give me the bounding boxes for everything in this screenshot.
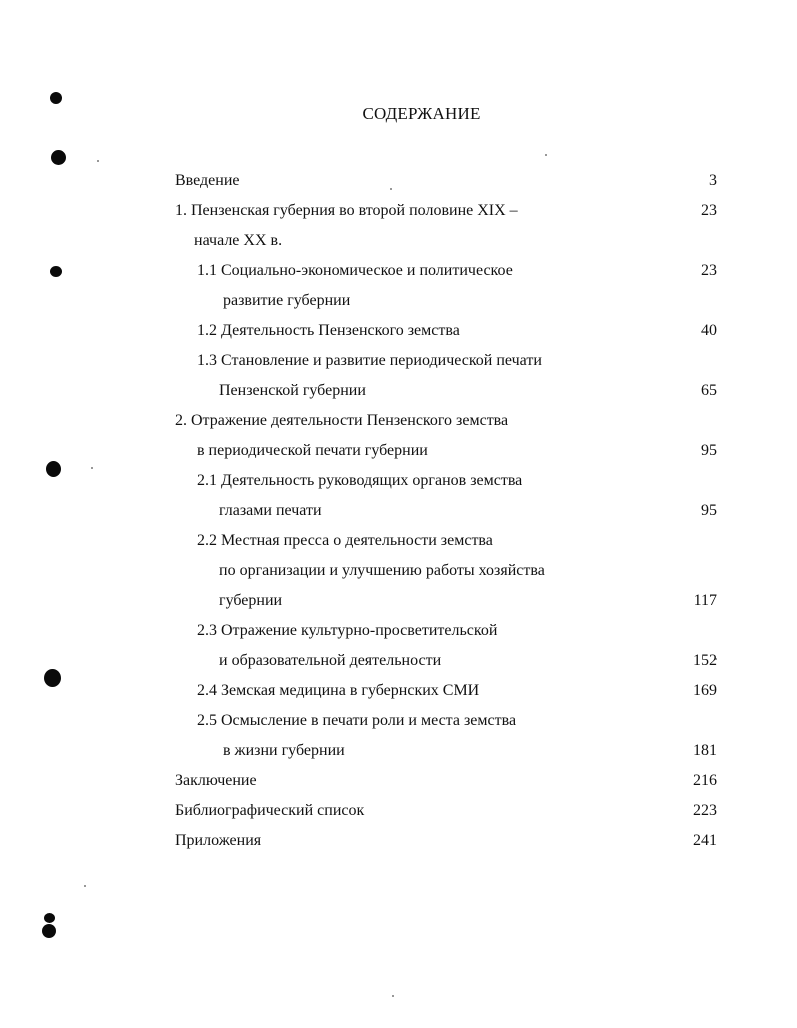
toc-line bbox=[175, 736, 717, 766]
toc-page-number: 3 bbox=[709, 172, 717, 189]
scan-speck bbox=[545, 154, 547, 156]
scan-speck bbox=[84, 885, 86, 887]
toc-line bbox=[175, 226, 717, 256]
scan-speck bbox=[91, 467, 93, 469]
toc-page-number: 23 bbox=[701, 262, 717, 279]
binder-hole-1 bbox=[50, 92, 62, 104]
toc-line bbox=[175, 676, 717, 706]
toc-entry-text: 2.2 Местная пресса о деятельности земства bbox=[197, 532, 493, 549]
toc-entry-text: глазами печати bbox=[219, 502, 322, 519]
toc-entry-text: начале XX в. bbox=[194, 232, 283, 249]
toc-page-number: 241 bbox=[693, 832, 717, 849]
toc-line bbox=[175, 616, 717, 646]
toc-entry-text: и образовательной деятельности bbox=[219, 652, 442, 669]
toc-entry-text: губернии bbox=[219, 592, 283, 609]
toc-page-number: 65 bbox=[701, 382, 717, 399]
toc-line bbox=[175, 766, 717, 796]
toc-line bbox=[175, 436, 717, 466]
toc-entry-text: 2.3 Отражение культурно-просветительской bbox=[197, 622, 498, 639]
toc-entry-text: 2.5 Осмысление в печати роли и места земства bbox=[197, 712, 517, 729]
toc-line bbox=[175, 256, 717, 286]
toc-page-number: 95 bbox=[701, 442, 717, 459]
binder-hole-5 bbox=[44, 669, 61, 687]
toc-line bbox=[175, 706, 717, 736]
toc-entry-text: Заключение bbox=[175, 772, 257, 789]
toc-line bbox=[175, 286, 717, 316]
toc-entry-text: 1. Пензенская губерния во второй половине XIX – bbox=[175, 202, 518, 219]
toc-line bbox=[175, 496, 717, 526]
toc-entry-text: Приложения bbox=[175, 832, 262, 849]
toc-line bbox=[175, 166, 717, 196]
scan-speck bbox=[97, 160, 99, 162]
toc-entry-text: Библиографический список bbox=[175, 802, 365, 819]
toc-line bbox=[175, 556, 717, 586]
toc-line bbox=[175, 376, 717, 406]
toc-line bbox=[175, 526, 717, 556]
toc-entry-text: в периодической печати губернии bbox=[197, 442, 428, 459]
toc-entry-text: 2.4 Земская медицина в губернских СМИ bbox=[197, 682, 480, 699]
binder-hole-2 bbox=[51, 150, 66, 165]
binder-hole-3 bbox=[50, 266, 62, 277]
toc-line bbox=[175, 796, 717, 826]
toc-line bbox=[175, 346, 717, 376]
toc-entry-text: 1.3 Становление и развитие периодической печати bbox=[197, 352, 542, 369]
toc-line bbox=[175, 646, 717, 676]
toc-line bbox=[175, 316, 717, 346]
binder-hole-6 bbox=[44, 913, 55, 923]
toc-line bbox=[175, 466, 717, 496]
toc-entry-text: 2.1 Деятельность руководящих органов земства bbox=[197, 472, 523, 489]
toc-entry-text: Введение bbox=[175, 172, 240, 189]
toc-page-number: 117 bbox=[693, 592, 717, 609]
table-of-contents bbox=[175, 166, 717, 856]
toc-line bbox=[175, 406, 717, 436]
toc-page-number: 23 bbox=[701, 202, 717, 219]
toc-line bbox=[175, 586, 717, 616]
page-title: СОДЕРЖАНИЕ bbox=[362, 104, 481, 123]
toc-page-number: 152 bbox=[693, 652, 717, 669]
toc-line bbox=[175, 196, 717, 226]
toc-page-number: 181 bbox=[693, 742, 717, 759]
toc-entry-text: 1.2 Деятельность Пензенского земства bbox=[197, 322, 460, 339]
scan-speck bbox=[392, 995, 394, 997]
toc-page-number: 169 bbox=[693, 682, 717, 699]
toc-entry-text: в жизни губернии bbox=[223, 742, 345, 759]
toc-entry-text: развитие губернии bbox=[223, 292, 351, 309]
toc-entry-text: по организации и улучшению работы хозяйства bbox=[219, 562, 545, 579]
toc-page-number: 216 bbox=[693, 772, 717, 789]
toc-page-number: 40 bbox=[701, 322, 717, 339]
toc-entry-text: 2. Отражение деятельности Пензенского земства bbox=[175, 412, 509, 429]
toc-entry-text: Пензенской губернии bbox=[219, 382, 366, 399]
toc-entry-text: 1.1 Социально-экономическое и политическое bbox=[197, 262, 513, 279]
toc-line bbox=[175, 826, 717, 856]
binder-hole-4 bbox=[46, 461, 61, 477]
binder-hole-7 bbox=[42, 924, 56, 938]
toc-page-number: 95 bbox=[701, 502, 717, 519]
toc-page-number: 223 bbox=[693, 802, 717, 819]
